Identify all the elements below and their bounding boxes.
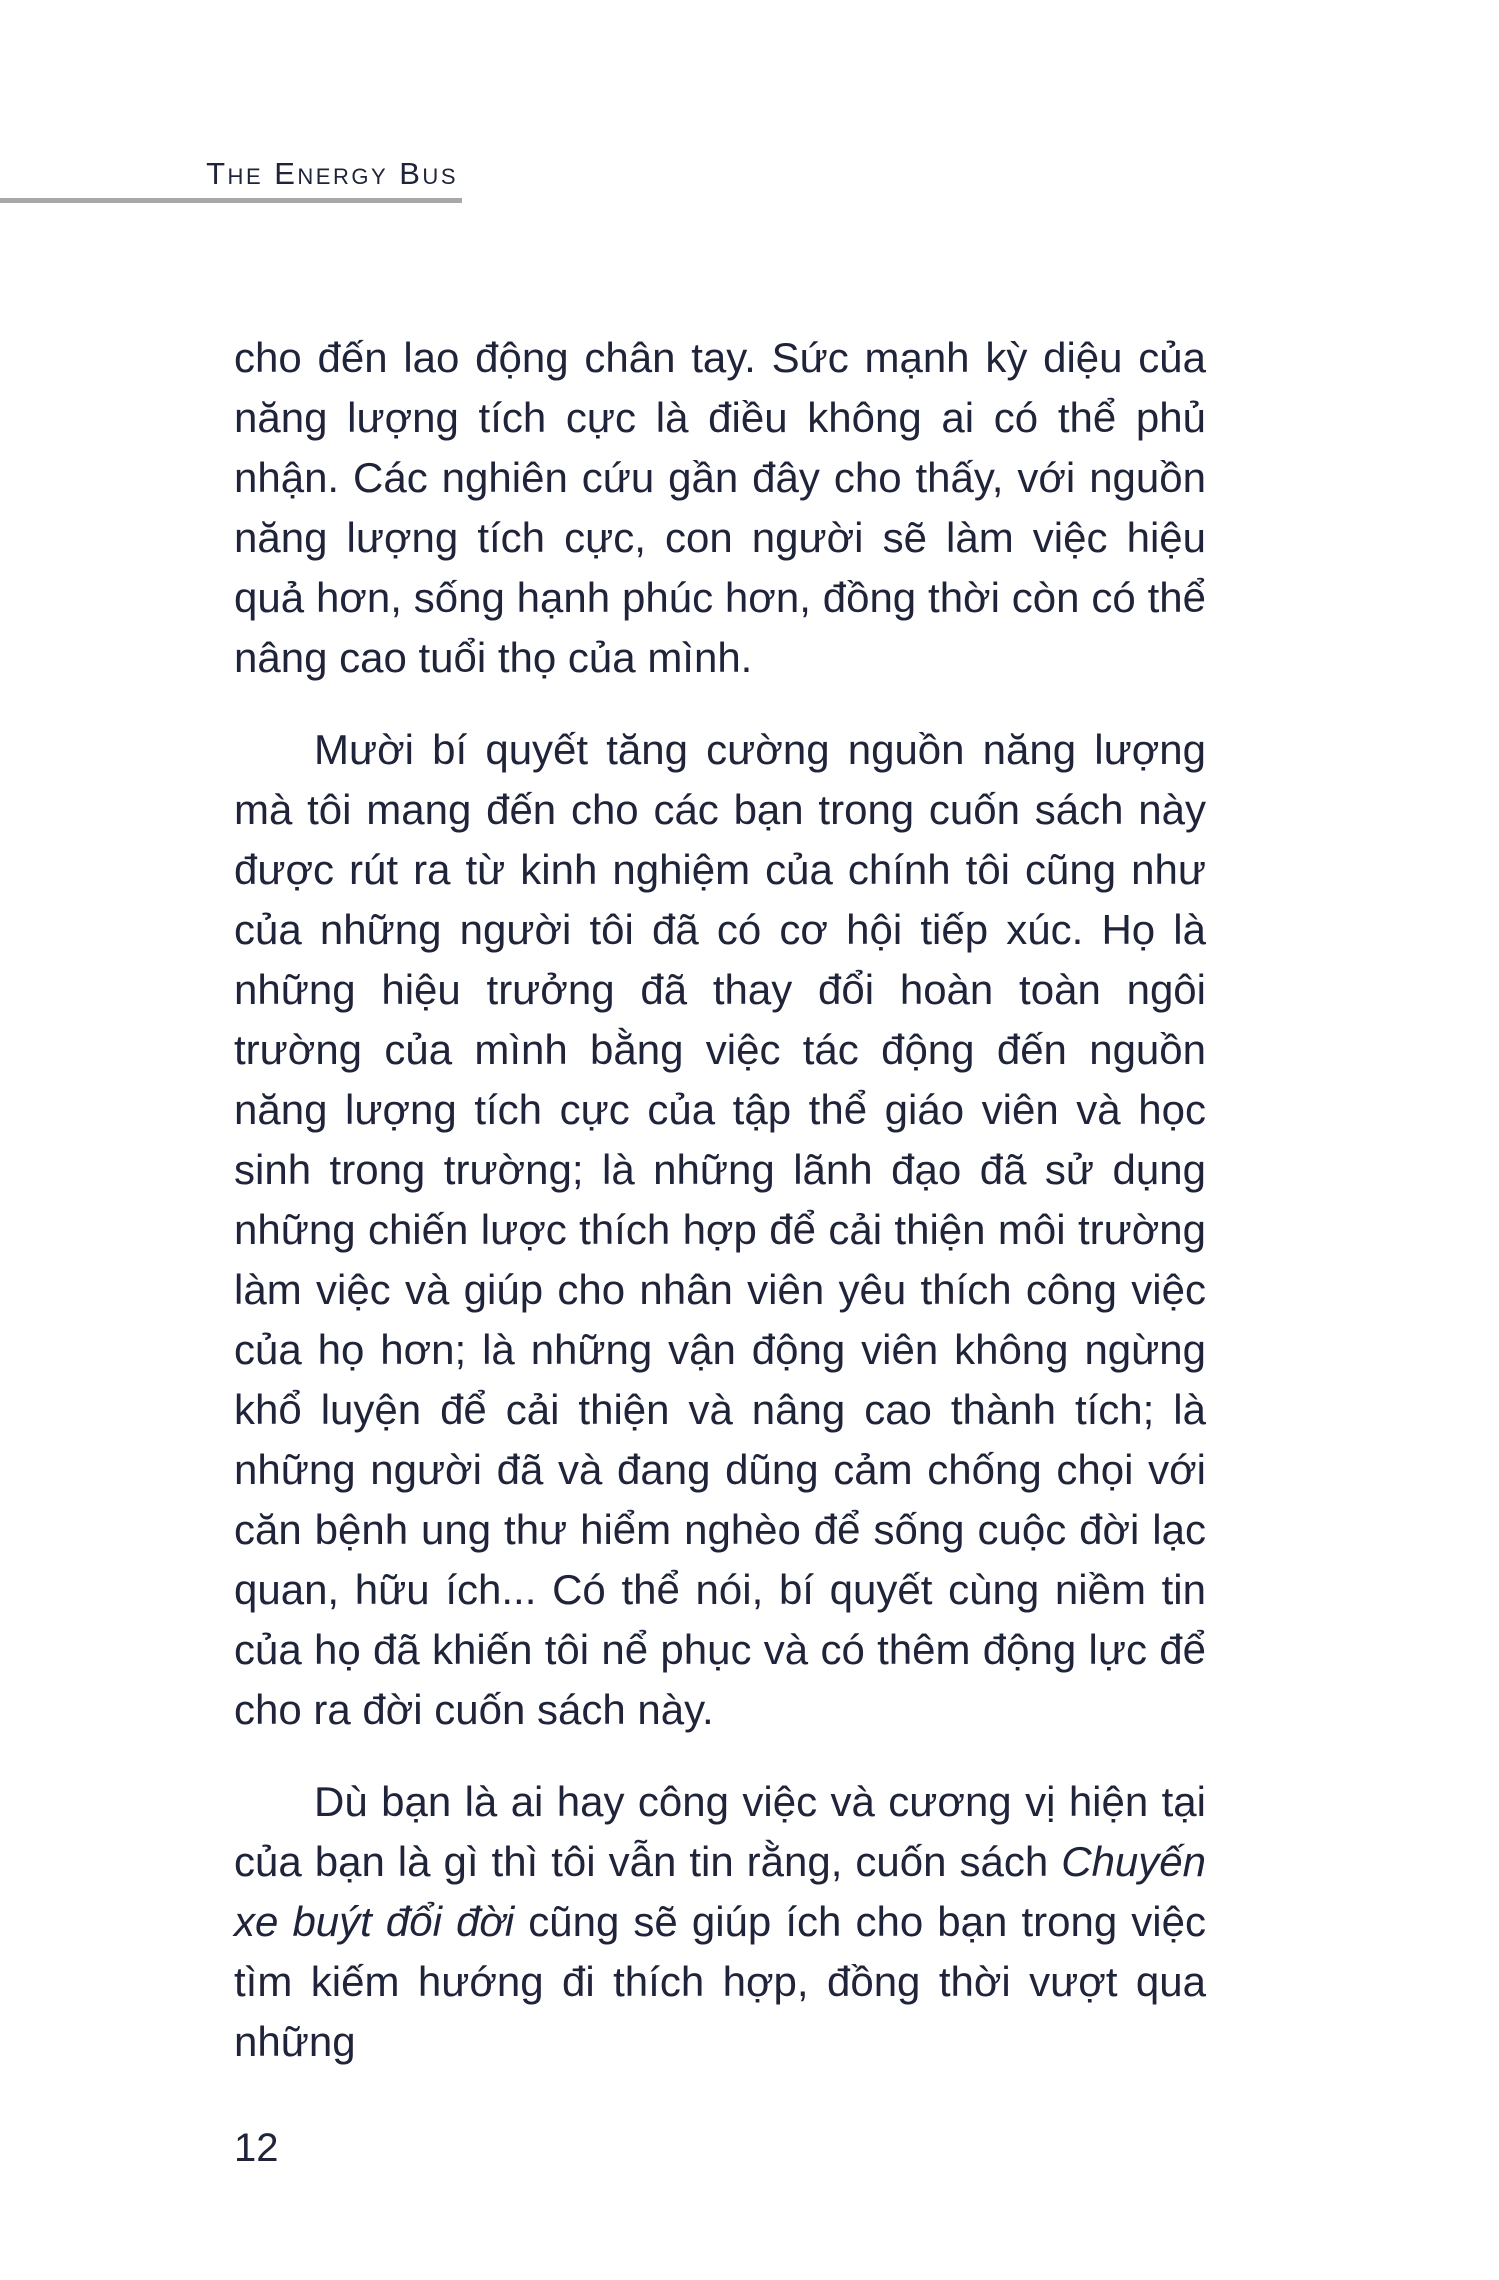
text-run: Dù bạn là ai hay công việc và cương vị hiện tại của bạn là gì thì tôi vẫn tin rằng, cuốn sách xyxy=(234,1778,1206,1885)
book-title-italic-run: Chuyến xe buýt đổi đời xyxy=(234,1838,1206,1945)
running-header-title: The Energy Bus xyxy=(206,156,458,191)
text-run: Mười bí quyết tăng cường nguồn năng lượng mà tôi mang đến cho các bạn trong cuốn sách này được rút ra từ kinh nghiệm của chính tôi cũng như của những người tôi đã có cơ hội tiếp xúc. Họ là những hiệu trưởng đã thay đổi hoàn toàn ngôi trường của mình bằng việc tác động đến nguồn năng lượng tích cực của tập thể giáo viên và học sinh trong trường; là những lãnh đạo đã sử dụng những chiến lược thích hợp để cải thiện môi trường làm việc và giúp cho nhân viên yêu thích công việc của họ hơn; là những vận động viên không ngừng khổ luyện để cải thiện và nâng cao thành tích; là những người đã và đang dũng cảm chống chọi với căn bệnh ung thư hiểm nghèo để sống cuộc đời lạc quan, hữu ích... Có thể nói, bí quyết cùng niềm tin của họ đã khiến tôi nể phục và có thêm động lực để cho ra đời cuốn sách này. xyxy=(234,726,1206,1733)
page-number: 12 xyxy=(234,2126,279,2170)
body-text-block xyxy=(234,328,1206,2072)
body-paragraph xyxy=(234,328,1206,688)
body-paragraph xyxy=(234,720,1206,1740)
text-run: cho đến lao động chân tay. Sức mạnh kỳ diệu của năng lượng tích cực là điều không ai có thể phủ nhận. Các nghiên cứu gần đây cho thấy, với nguồn năng lượng tích cực, con người sẽ làm việc hiệu quả hơn, sống hạnh phúc hơn, đồng thời còn có thể nâng cao tuổi thọ của mình. xyxy=(234,334,1206,681)
text-run: cũng sẽ giúp ích cho bạn trong việc tìm kiếm hướng đi thích hợp, đồng thời vượt qua những xyxy=(234,1898,1206,2065)
body-paragraph xyxy=(234,1772,1206,2072)
header-rule xyxy=(0,198,462,203)
